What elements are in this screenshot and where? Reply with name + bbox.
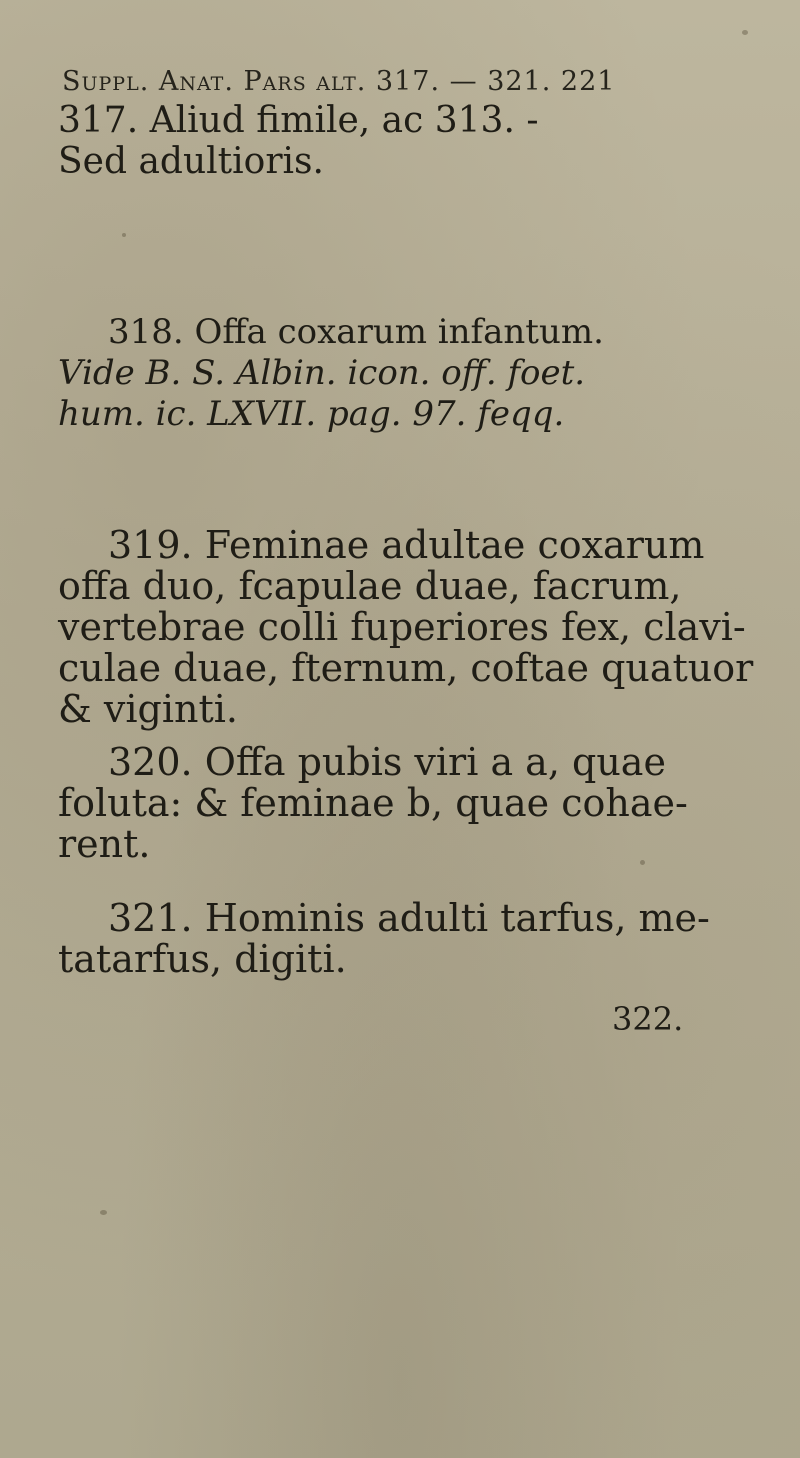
paper-speck (122, 233, 126, 237)
paragraph-320 (58, 742, 778, 865)
paragraph-line: 317. Aliud fimile, ac 313. - (58, 100, 539, 141)
running-header: Suppl. Anat. Pars alt. 317. — 321. 221 (62, 66, 616, 97)
paper-speck (100, 1210, 107, 1215)
paragraph-line: offa duo, fcapulae duae, facrum, (58, 564, 682, 608)
catchword: 322. (612, 1000, 684, 1038)
paragraph-317 (58, 100, 778, 182)
paragraph-318 (58, 312, 778, 435)
paragraph-line: foluta: & feminae b, quae cohae- (58, 781, 688, 825)
paragraph-line: culae duae, fternum, coftae quatuor (58, 646, 754, 690)
paragraph-line: 318. Offa coxarum infantum. (108, 312, 604, 352)
paragraph-319 (58, 525, 778, 730)
paragraph-line: 320. Offa pubis viri a a, quae (108, 740, 666, 784)
paragraph-line: 321. Hominis adulti tarfus, me- (108, 896, 710, 940)
paragraph-line: vertebrae colli fuperiores fex, clavi- (58, 605, 746, 649)
paragraph-line: hum. ic. LXVII. pag. 97. feqq. (58, 394, 565, 434)
paper-speck (640, 860, 645, 865)
paragraph-line: tatarfus, digiti. (58, 937, 347, 981)
paragraph-line: & viginti. (58, 687, 238, 731)
paragraph-line: rent. (58, 822, 151, 866)
paper-speck (742, 30, 748, 35)
paragraph-321 (58, 898, 778, 980)
paragraph-line: Vide B. S. Albin. icon. off. foet. (58, 353, 586, 393)
paragraph-line: Sed adultioris. (58, 141, 324, 182)
paragraph-line: 319. Feminae adultae coxarum (108, 523, 705, 567)
